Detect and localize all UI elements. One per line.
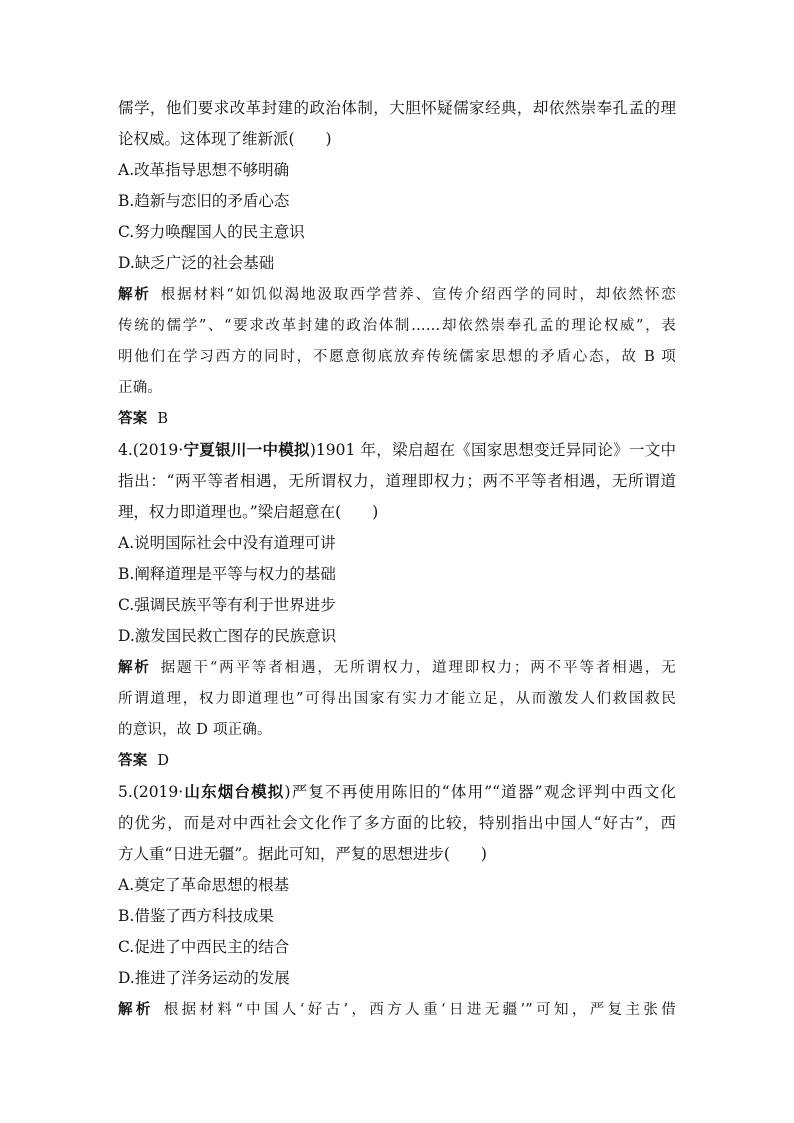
analysis-line: 明他们在学习西方的同时，不愿意彻底放弃传统儒家思想的矛盾心态，故 B 项	[118, 349, 676, 365]
option-d: D.推进了洋务运动的发展	[118, 969, 290, 987]
answer-line	[118, 409, 168, 429]
question-text: )严复不再使用陈旧的“体用”“道器”观念评判中西文化	[284, 783, 676, 801]
analysis-line	[118, 1000, 676, 1020]
option-b: B.趋新与恋旧的矛盾心态	[118, 192, 290, 210]
option-a: A.说明国际社会中没有道理可讲	[118, 534, 336, 552]
analysis-line: 传统的儒学”、“要求改革封建的政治体制……却依然崇奉孔孟的理论权威”，表	[118, 318, 676, 334]
question-5-stem-line	[118, 782, 676, 802]
analysis-label: 解析	[118, 1001, 154, 1018]
question-text: )1901 年，梁启超在《国家思想变迁异同论》一文中	[309, 441, 676, 459]
analysis-line: 所谓道理，权力即道理也”可得出国家有实力才能立足，从而激发人们救国救民	[118, 691, 676, 707]
question-source: 山东烟台模拟	[183, 782, 285, 801]
analysis-line: 的意识，故 D 项正确。	[118, 722, 272, 738]
analysis-label: 解析	[118, 286, 151, 303]
question-5-stem-line: 的优劣，而是对中西社会文化作了多方面的比较，特别指出中国人“好古”，西	[118, 814, 676, 832]
analysis-text: 据题干“两平等者相遇，无所谓权力，道理即权力；两不平等者相遇，无	[160, 660, 677, 676]
answer-label: 答案	[118, 410, 148, 427]
question-5-stem-line: 方人重“日进无疆”。据此可知，严复的思想进步( )	[118, 845, 487, 863]
option-a: A.奠定了革命思想的根基	[118, 876, 290, 894]
answer-label: 答案	[118, 752, 148, 769]
answer-value: D	[157, 753, 170, 769]
analysis-text: 根据材料“如饥似渴地汲取西学营养、宣传介绍西学的同时，却依然怀恋	[160, 287, 677, 303]
analysis-line	[118, 658, 676, 678]
analysis-line	[118, 285, 676, 305]
option-d: D.激发国民救亡图存的民族意识	[118, 627, 337, 645]
answer-line	[118, 751, 169, 771]
question-4-stem-line	[118, 440, 676, 460]
question-number: 4.(2019·	[118, 441, 184, 459]
question-4-stem-line: 理，权力即道理也。”梁启超意在( )	[118, 503, 379, 521]
analysis-label: 解析	[118, 659, 151, 676]
question-3-stem-line: 儒学，他们要求改革封建的政治体制，大胆怀疑儒家经典，却依然崇奉孔孟的理	[118, 99, 676, 117]
option-b: B.阐释道理是平等与权力的基础	[118, 565, 336, 583]
question-3-stem-line: 论权威。这体现了维新派( )	[118, 130, 332, 148]
analysis-text: 根据材料“中国人‘好古’，西方人重‘日进无疆’”可知，严复主张借	[163, 1002, 676, 1018]
option-d: D.缺乏广泛的社会基础	[118, 254, 275, 272]
answer-value: B	[157, 411, 169, 427]
option-c: C.促进了中西民主的结合	[118, 938, 290, 956]
question-number: 5.(2019·	[118, 783, 184, 801]
analysis-line: 正确。	[118, 380, 163, 396]
option-b: B.借鉴了西方科技成果	[118, 907, 274, 925]
option-c: C.努力唤醒国人的民主意识	[118, 223, 305, 241]
option-a: A.改革指导思想不够明确	[118, 161, 290, 179]
question-4-stem-line: 指出：“两平等者相遇，无所谓权力，道理即权力；两不平等者相遇，无所谓道	[118, 472, 676, 490]
option-c: C.强调民族平等有利于世界进步	[118, 596, 336, 614]
question-source: 宁夏银川一中模拟	[183, 440, 310, 459]
